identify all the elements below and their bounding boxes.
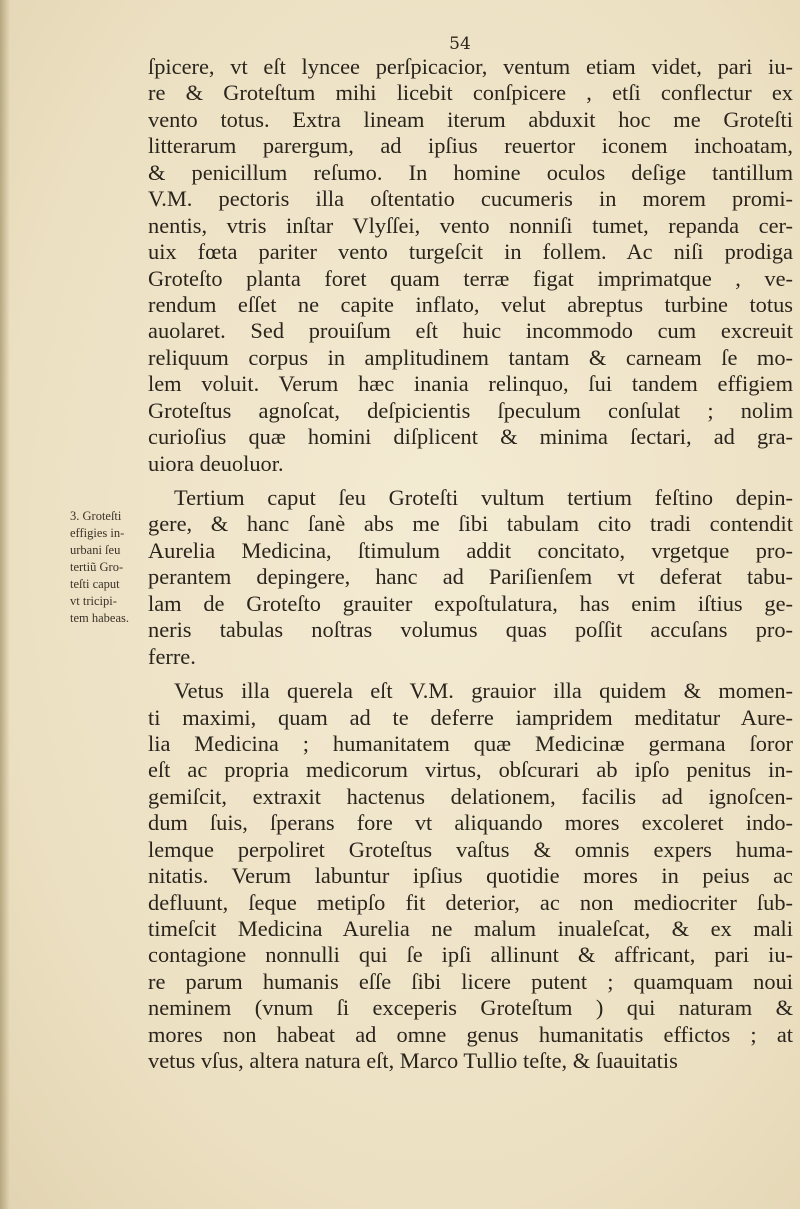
text-line: auolaret. Sed prouiſum eſt huic incommodo cum excreuit [148,318,793,344]
binding-gutter [0,0,10,1209]
text-line: re & Groteſtum mihi licebit conſpicere , etſi conflectur ex [148,80,793,106]
text-line: V.M. pectoris illa oſtentatio cucumeris in morem promi- [148,186,793,212]
text-line: reliquum corpus in amplitudinem tantam & carneam ſe mo- [148,344,793,370]
text-line: lia Medicina ; humanitatem quæ Medicinæ germana ſoror [148,730,793,756]
text-line: eſt ac propria medicorum virtus, obſcurari ab ipſo penitus in- [148,757,793,783]
text-line: rendum eſſet ne capite inflato, velut abreptus turbine totus [148,291,793,317]
text-line: neris tabulas noſtras volumus quas poſſit accuſans pro- [148,617,793,643]
text-line: Tertium caput ſeu Groteſti vultum tertium feſtino depin- [174,485,793,510]
text-line: lam de Groteſto grauiter expoſtulatura, has enim iſtius ge- [148,590,793,616]
marginal-note-line: effigies in- [70,526,125,540]
body-text [148,54,793,1075]
text-line: lemque perpoliret Groteſtus vaſtus & omnis expers huma- [148,836,793,862]
text-line: Aurelia Medicina, ſtimulum addit concitato, vrgetque pro- [148,537,793,563]
text-line: & penicillum reſumo. In homine oculos deſige tantillum [148,159,793,185]
text-line: Groteſtus agnoſcat, deſpicientis ſpeculum conſulat ; nolim [148,397,793,423]
text-line: uiora deuoluor. [148,450,284,476]
text-line: Groteſto planta foret quam terræ figat imprimatque , ve- [148,265,793,291]
text-line: re parum humanis eſſe ſibi licere putent ; quamquam noui [148,968,793,994]
text-line: ferre. [148,643,196,669]
text-line: nitatis. Verum labuntur ipſius quotidie mores in peius ac [148,863,793,889]
text-line: dum ſuis, ſperans fore vt aliquando mores excoleret indo- [148,810,793,836]
text-line: vento totus. Extra lineam iterum abduxit hoc me Groteſti [148,106,793,132]
text-line: gemiſcit, extraxit hactenus delationem, facilis ad ignoſcen- [148,783,793,809]
paragraph-1 [148,54,793,477]
marginal-note-line: tertiũ Gro- [70,560,124,574]
page-number: 54 [449,34,471,54]
paragraph-3 [148,678,793,1075]
text-line: neminem (vnum ſi exceperis Groteſtum ) qui naturam & [148,995,793,1021]
text-line: litterarum parergum, ad ipſius reuertor iconem inchoatam, [148,133,793,159]
marginal-note-line: teſti caput [70,577,120,591]
marginal-note-line: 3. Groteſti [70,509,122,523]
text-line: Vetus illa querela eſt V.M. grauior illa quidem & momen- [174,678,793,704]
text-line: curioſius quæ homini diſplicent & minima ſectari, ad gra- [148,424,793,450]
text-line: perantem depingere, hanc ad Pariſienſem vt deferat tabu- [148,564,793,590]
text-line: lem voluit. Verum hæc inania relinquo, ſui tandem effigiem [148,371,793,397]
marginal-note-line: urbani ſeu [70,543,121,557]
marginal-note-line: vt tricipi- [70,594,117,608]
marginal-note-line: tem habeas. [70,611,130,625]
text-line: gere, & hanc ſanè abs me ſibi tabulam cito tradi contendit [148,511,793,537]
marginal-note [70,508,148,627]
text-line: ti maximi, quam ad te deferre iampridem meditatur Aure- [148,704,793,730]
text-line: timeſcit Medicina Aurelia ne malum inualeſcat, & ex mali [148,916,793,941]
text-line: nentis, vtris inſtar Vlyſſei, vento nonniſi tumet, repanda cer- [148,212,793,238]
paragraph-2 [148,485,793,670]
text-line: vetus vſus, altera natura eſt, Marco Tullio teſte, & ſuauitatis [148,1048,678,1074]
text-line: mores non habeat ad omne genus humanitatis effictos ; at [148,1021,793,1047]
text-line: uix fœta pariter vento turgeſcit in follem. Ac niſi prodiga [148,239,793,265]
text-line: defluunt, ſeque metipſo fit deterior, ac non mediocriter ſub- [148,889,793,915]
text-line: contagione nonnulli qui ſe ipſi allinunt & affricant, pari iu- [148,942,793,968]
text-line: ſpicere, vt eſt lyncee perſpicacior, ventum etiam videt, pari iu- [148,54,793,79]
